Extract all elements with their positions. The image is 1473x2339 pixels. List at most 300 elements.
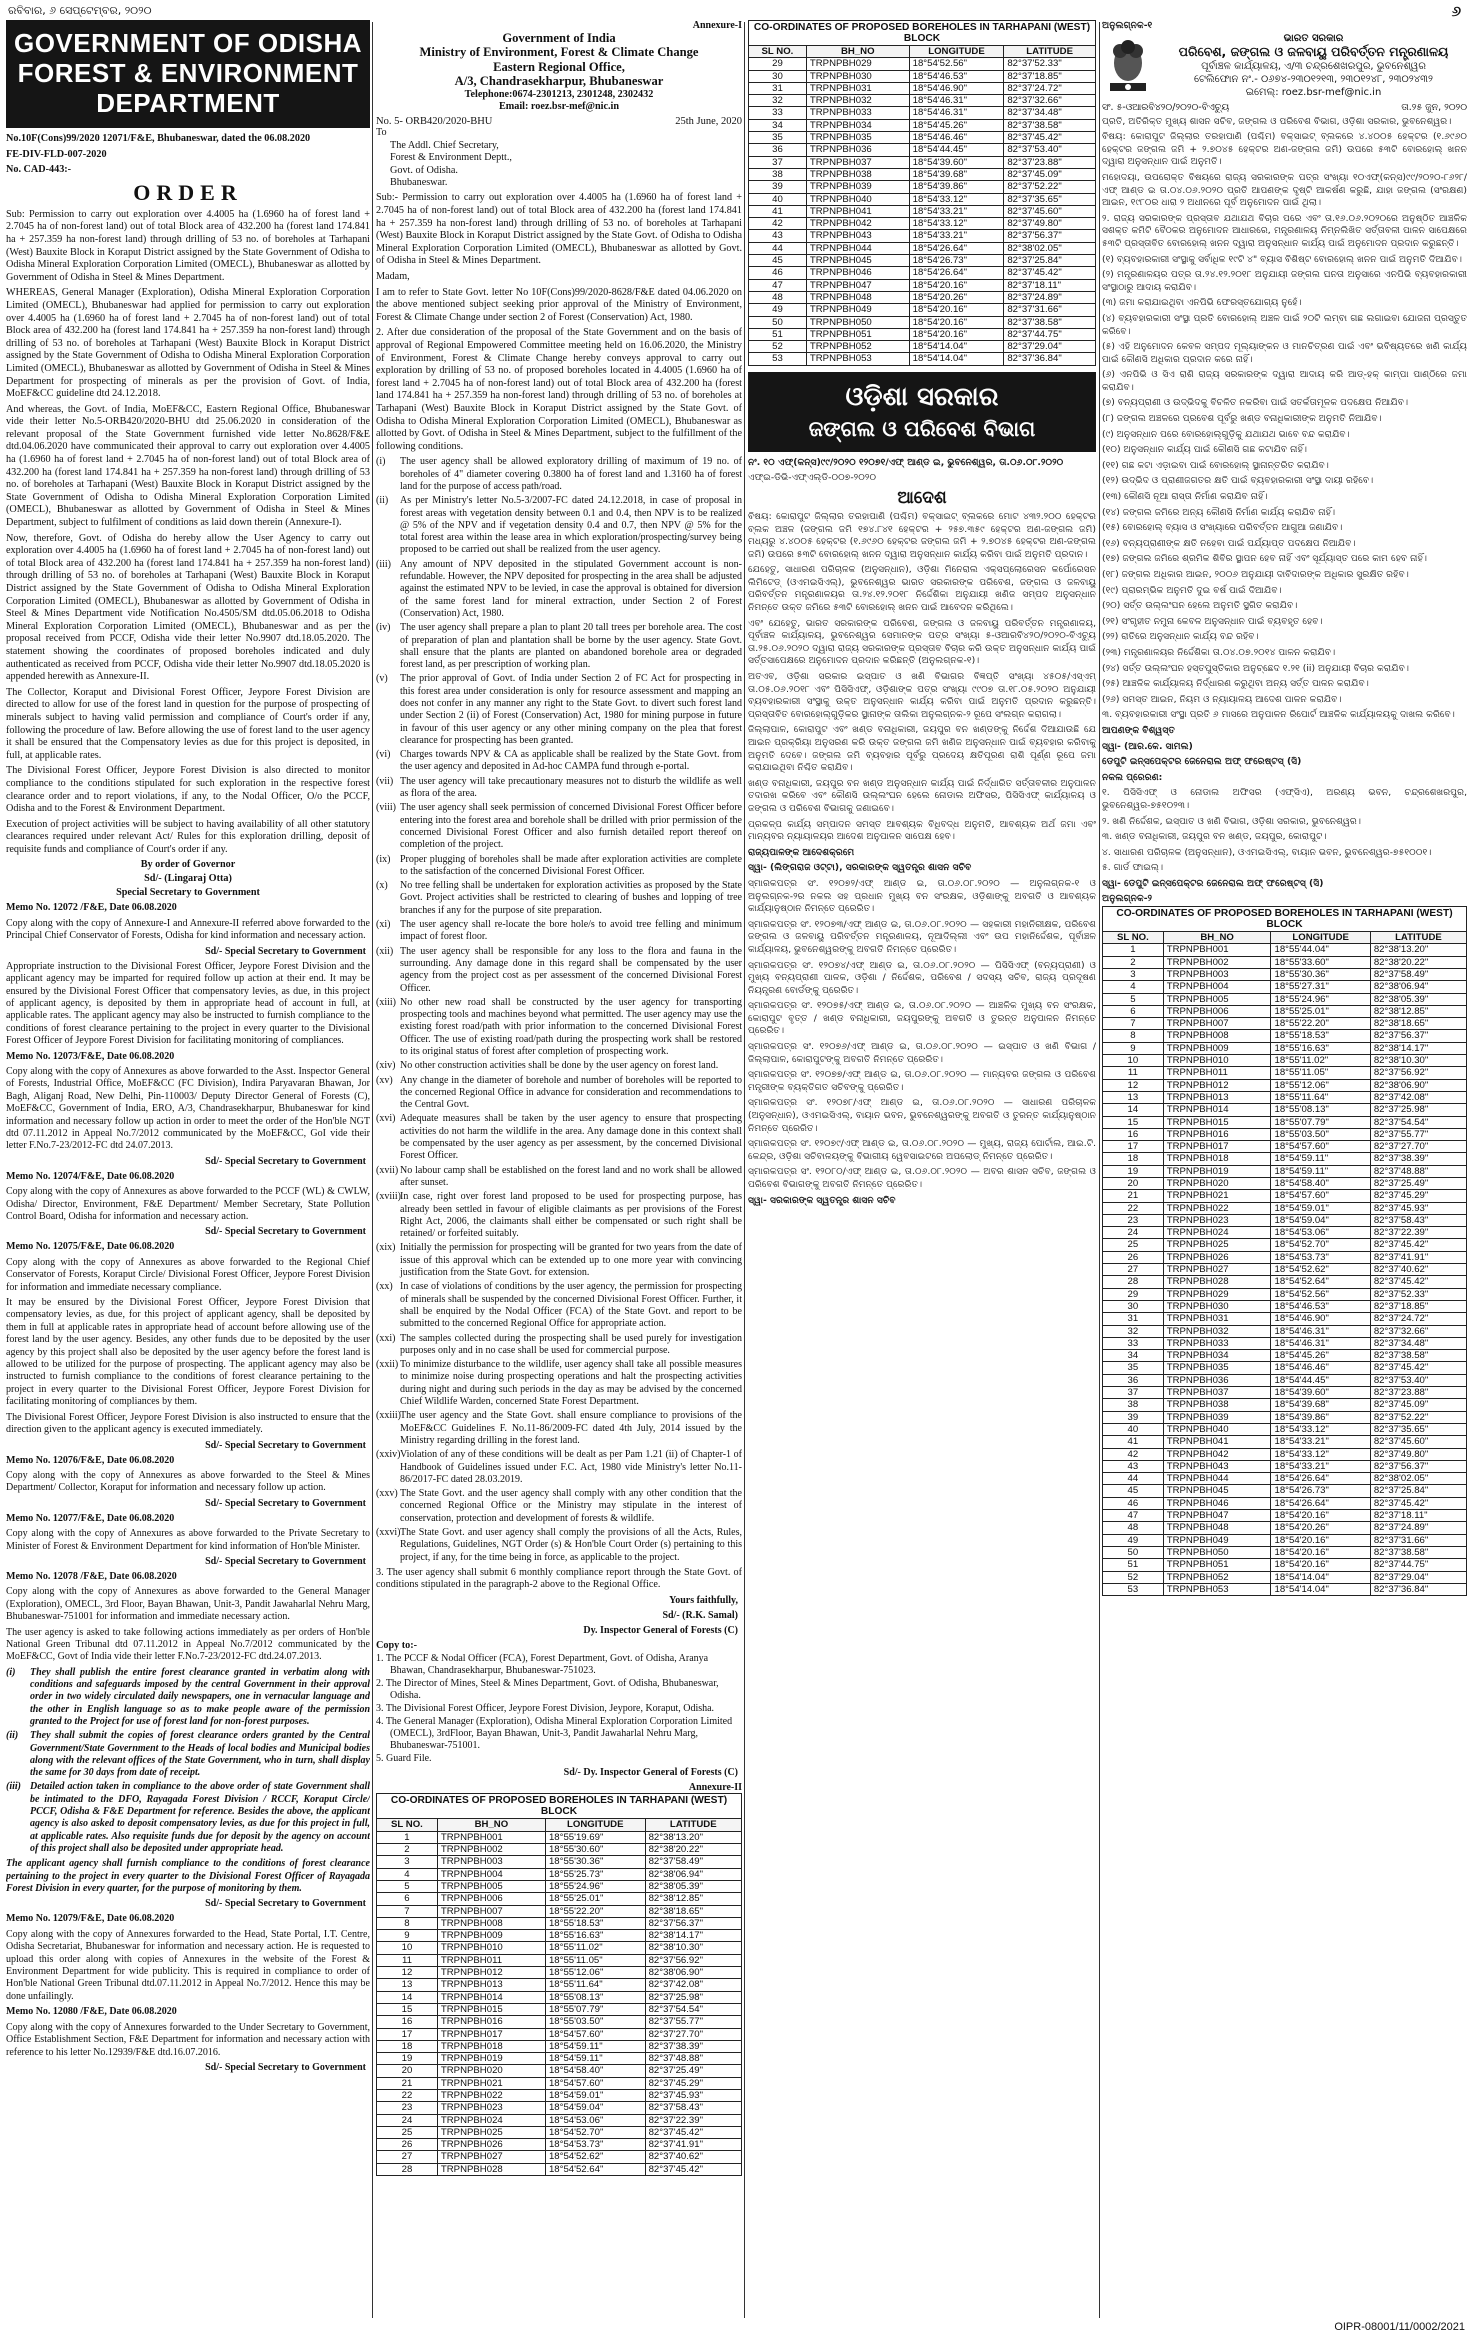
table-cell: 15 xyxy=(377,2003,438,2015)
odia-office-address: ପୂର୍ବାଞ୍ଚଳ କାର୍ଯ୍ୟାଳୟ, ଏ/୩ ଚନ୍ଦ୍ରଶେଖରପୁର, ଭୁବନେଶ୍ୱର xyxy=(1201,60,1426,72)
table-cell: TRPNPBH025 xyxy=(437,2126,545,2138)
table-row xyxy=(749,316,1096,328)
memo-signature: Sd/- Special Secretary to Government xyxy=(205,1155,366,1167)
odia-letter-paragraph: (୧୩) କୌଣସି ନୂଆ ରାସ୍ତା ନିର୍ମାଣ କରାଯିବ ନାହିଁ। xyxy=(1102,491,1268,503)
action-number: (i) xyxy=(6,1666,16,1678)
table-cell: TRPNPBH038 xyxy=(806,168,909,180)
table-row xyxy=(749,144,1096,156)
table-cell: 47 xyxy=(1103,1510,1164,1522)
table-cell: 18°54'26.64" xyxy=(909,242,1004,254)
column-header: LATITUDE xyxy=(1370,932,1466,944)
table-cell: 82°38'06.90" xyxy=(645,1967,741,1979)
table-cell: 82°37'45.60" xyxy=(1004,205,1096,217)
table-cell: 18°54'52.70" xyxy=(1271,1239,1370,1251)
odia-designation: ଡେପୁଟି ଇନ୍ସପେକ୍ଟର ଜେନେରାଲ ଅଫ୍ ଫରେଷ୍ଟସ୍ (ସି) xyxy=(1102,756,1302,768)
odia-letter-paragraph: ୨. ରାଜ୍ୟ ସରକାରଙ୍କ ପ୍ରସ୍ତାବ ଯଥାଯଥ ବିଚାର ପରେ ଏବଂ ତା.୧୬.୦୬.୨୦୨୦ରେ ଅନୁଷ୍ଠିତ ଆଞ୍ଚଳିକ ସଶକ୍ତ କମିଟି ବୈଠକର ଅନୁମୋଦନ ଆଧାରରେ, ମନ୍ତ୍ରଣାଳୟ ନିମ୍ନଲିଖିତ ସର୍ତ୍ତାବଳୀ ପାଳନ ସାପେକ୍ଷରେ ୫୩ଟି ପ୍ରସ୍ତାବିତ ବୋରହୋଲ୍ ଖନନ ଦ୍ୱାରା ଅନୁସନ୍ଧାନ କାର୍ଯ୍ୟ ପାଇଁ ଅନୁମୋଦନ ପ୍ରଦାନ କରୁଛନ୍ତି। xyxy=(1102,212,1467,249)
table-cell: 18°54'26.73" xyxy=(909,255,1004,267)
table-cell: 82°37'45.42" xyxy=(1370,1362,1466,1374)
table-cell: 24 xyxy=(377,2114,438,2126)
order-paragraph: Execution of project activities will be subject to having availability of all other statutory clearances required under relevant Act/ Rules for this exploration drilling, deposit of requisite funds and compliance of Court's order if any. xyxy=(6,818,370,855)
table-cell: TRPNPBH014 xyxy=(1163,1104,1271,1116)
table-cell: 10 xyxy=(377,1942,438,1954)
table-cell: 18°55'24.96" xyxy=(1271,993,1370,1005)
table-cell: 18°54'14.04" xyxy=(909,353,1004,365)
condition-text: No other construction activities shall be done by the user agency on forest land. xyxy=(400,1060,719,1072)
table-row xyxy=(749,156,1096,168)
table-row xyxy=(1103,1473,1467,1485)
table-cell: 1 xyxy=(1103,944,1164,956)
table-cell: TRPNPBH014 xyxy=(437,1991,545,2003)
table-row xyxy=(377,2053,742,2065)
table-cell: TRPNPBH006 xyxy=(1163,1005,1271,1017)
table-cell: 23 xyxy=(377,2102,438,2114)
table-cell: 18°55'07.79" xyxy=(1271,1116,1370,1128)
table-cell: 18°55'25.01" xyxy=(1271,1005,1370,1017)
table-cell: TRPNPBH021 xyxy=(437,2077,545,2089)
odia-letter-paragraph: (୨୩) ମନ୍ତ୍ରଣାଳୟର ନିର୍ଦ୍ଦେଶିକା ତା.୦୪.୦୭.୨୦୧୪ ପାଳନ କରାଯିବ। xyxy=(1102,646,1336,658)
table-cell: 18°55'12.06" xyxy=(1271,1079,1370,1091)
odia-letter-paragraph: ପ୍ରତି, ଅତିରିକ୍ତ ମୁଖ୍ୟ ଶାସନ ସଚିବ, ଜଙ୍ଗଲ ଓ ପରିବେଶ ବିଭାଗ, ଓଡ଼ିଶା ସରକାର, ଭୁବନେଶ୍ୱର। xyxy=(1102,115,1452,127)
table-cell: 18°54'59.11" xyxy=(545,2040,645,2052)
table-cell: 82°37'25.49" xyxy=(1370,1178,1466,1190)
table-cell: TRPNPBH003 xyxy=(1163,968,1271,980)
odia-paragraph: ଏବଂ ଯେହେତୁ, ଭାରତ ସରକାରଙ୍କ ପରିବେଶ, ଜଙ୍ଗଲ ଓ ଜଳବାୟୁ ପରିବର୍ତ୍ତନ ମନ୍ତ୍ରଣାଳୟ, ପୂର୍ବାଞ୍ଚଳ କାର୍ଯ୍ୟାଳୟ, ଭୁବନେଶ୍ୱର ସେମାନଙ୍କ ପତ୍ର ସଂଖ୍ୟା ୫-ଓଆରବି୪୨୦/୨୦୨୦-ବିଏଚ୍ୟୁ ତା.୨୫.୦୬.୨୦୨୦ ଦ୍ୱାରା ରାଜ୍ୟ ସରକାରଙ୍କ ପ୍ରସ୍ତାବ ବିଚାର କରି ଉକ୍ତ ଅନୁସନ୍ଧାନ କାର୍ଯ୍ୟ ପାଇଁ ସର୍ତ୍ତସାପେକ୍ଷରେ ଅନୁମୋଦନ ପ୍ରଦାନ କରିଛନ୍ତି (ଅନୁଲଗ୍ନକ-୧)। xyxy=(748,617,1096,667)
table-cell: 82°37'29.04" xyxy=(1370,1571,1466,1583)
table-cell: TRPNPBH044 xyxy=(806,242,909,254)
odia-letter-paragraph: (୬) ଏନପିଭି ଓ ସିଏ ରାଶି ରାଜ୍ୟ ସରକାରଙ୍କ ଦ୍ୱାରା ଆଦାୟ କରି ଆଡ୍-ହକ୍ କାମ୍ପା ପାଣ୍ଠିରେ ଜମା କରାଯିବ। xyxy=(1102,369,1467,393)
table-cell: TRPNPBH019 xyxy=(437,2053,545,2065)
table-cell: 82°37'54.54" xyxy=(1370,1116,1466,1128)
signatory-name: Sd/- (R.K. Samal) xyxy=(662,1610,738,1622)
table-cell: 82°38'02.05" xyxy=(1370,1473,1466,1485)
table-cell: 18°54'14.04" xyxy=(1271,1583,1370,1595)
table-row xyxy=(1103,944,1467,956)
table-cell: 82°37'45.42" xyxy=(1004,132,1096,144)
odia-cc-item: ୩. ଖଣ୍ଡ ବନାଧିକାରୀ, ଜୟପୁର ବନ ଖଣ୍ଡ, ଜୟପୁର, କୋରାପୁଟ। xyxy=(1102,831,1327,843)
memo-paragraph: Copy along with the copy of Annexures as above forwarded to the Private Secretary to Minister of Forest & Environment Department for kind information of Hon'ble Minister. xyxy=(6,1528,370,1552)
table-cell: 18°55'08.13" xyxy=(545,1991,645,2003)
table-cell: 21 xyxy=(1103,1190,1164,1202)
table-cell: 18°54'52.56" xyxy=(909,58,1004,70)
table-row xyxy=(1103,1522,1467,1534)
table-title: CO-ORDINATES OF PROPOSED BOREHOLES IN TARHAPANI (WEST) BLOCK xyxy=(1102,906,1467,931)
condition-number: (ii) xyxy=(376,495,389,507)
condition-number: (xiv) xyxy=(376,1060,396,1072)
table-row xyxy=(1103,1448,1467,1460)
condition-text: Proper plugging of boreholes shall be made after exploration activities are complete to the satisfaction of the concerned Divisional Forest Officer. xyxy=(400,853,742,877)
table-cell: 40 xyxy=(749,193,807,205)
table-row xyxy=(1103,1251,1467,1263)
table-cell: 82°38'05.39" xyxy=(645,1880,741,1892)
condition-number: (xvii) xyxy=(376,1164,399,1176)
order-title: ORDER xyxy=(133,179,243,205)
odia-letter-paragraph: (୧୭) ଜଙ୍ଗଲ ଜମିରେ ଶ୍ରମିକ ଶିବିର ସ୍ଥାପନ ହେବ ନାହିଁ ଏବଂ ସୂର୍ଯ୍ୟାସ୍ତ ପରେ କାମ ହେବ ନାହିଁ। xyxy=(1102,553,1427,565)
condition-number: (xxvi) xyxy=(376,1526,401,1538)
memo-heading: Memo No. 12076/F&E, Date 06.08.2020 xyxy=(6,1454,175,1466)
table-cell: 82°37'25.84" xyxy=(1004,255,1096,267)
odia-letter-column xyxy=(1102,20,1467,2320)
table-cell: 82°37'56.37" xyxy=(645,1917,741,1929)
table-cell: TRPNPBH032 xyxy=(806,95,909,107)
odia-letter-paragraph: (୧୦) ଅନୁସନ୍ଧାନ କାର୍ଯ୍ୟ ପାଇଁ କୌଣସି ଗଛ କଟାଯିବ ନାହିଁ। xyxy=(1102,444,1307,456)
odia-signature: ସ୍ୱା- (ଲିଙ୍ଗରାଜ ଓଟ୍ଟା), ସରକାରଙ୍କ ସ୍ୱତନ୍ତ୍ର ଶାସନ ସଚିବ xyxy=(748,862,972,874)
table-cell: TRPNPBH007 xyxy=(437,1905,545,1917)
table-cell: 53 xyxy=(749,353,807,365)
table-row xyxy=(1103,1128,1467,1140)
table-cell: 18°54'59.01" xyxy=(1271,1202,1370,1214)
table-cell: 18°54'52.62" xyxy=(545,2151,645,2163)
odia-letter-paragraphs xyxy=(1102,116,1467,722)
condition-number: (xvi) xyxy=(376,1113,396,1125)
table-cell: TRPNPBH040 xyxy=(1163,1423,1271,1435)
memo-heading: Memo No. 12072 /F&E, Date 06.08.2020 xyxy=(6,902,177,914)
table-cell: 82°37'52.22" xyxy=(1370,1411,1466,1423)
column-rule xyxy=(1099,22,1100,2318)
condition-item xyxy=(376,749,742,774)
condition-text: In case, right over forest land proposed to be used for prospecting purpose, has already been settled in favour of eligible claimants as per provisions of the Forest Right Act, 2006, the claimants shall either be compensated or such right shall be retained/ or forfeited suitably. xyxy=(400,1191,742,1240)
copy-to-item: 2. The Director of Mines, Steel & Mines Department, Govt. of Odisha, Bhubaneswar, Odisha. xyxy=(376,1678,719,1702)
table-cell: 33 xyxy=(749,107,807,119)
table-cell: 42 xyxy=(749,218,807,230)
condition-text: No other new road shall be constructed by the user agency for transporting prospecting tools and machines beyond what permitted. The user agency may use the existing forest road/path with prior information to the concerned Divisional Forest Officer. The use of existing road/path during the prospecting work shall be restored to its original status of forest after completion of prospecting work. xyxy=(400,996,742,1057)
table-cell: 14 xyxy=(1103,1104,1164,1116)
table-cell: TRPNPBH047 xyxy=(806,279,909,291)
table-row xyxy=(377,1856,742,1868)
table-cell: 82°37'22.39" xyxy=(645,2114,741,2126)
table-cell: 82°38'06.90" xyxy=(1370,1079,1466,1091)
table-cell: 82°37'58.49" xyxy=(645,1856,741,1868)
table-cell: 24 xyxy=(1103,1227,1164,1239)
table-cell: 82°37'53.40" xyxy=(1004,144,1096,156)
memo-paragraph: Appropriate instruction to the Divisional Forest Officer, Jeypore Forest Division and the applicant agency may be imparted for required follow up action at their end. It may be ensured by the Divisional Forest Officer that compensatory levies, as due, in this project of applicant agency, is deposited by them in appropriate head of account in full, at applicable rates. The applicant agency may also be instructed to furnish compliance to the conditions of forest clearance pertaining to the project in every quarter to the Divisional Forest Officer of Jeypore Forest Division for facilitating monitoring of compliances. xyxy=(6,960,370,1047)
table-row xyxy=(749,267,1096,279)
table-row xyxy=(1103,1067,1467,1079)
odia-ministry: ପରିବେଶ, ଜଙ୍ଗଲ ଓ ଜଳବାୟୁ ପରିବର୍ତ୍ତନ ମନ୍ତ୍ରଣାଳୟ xyxy=(1178,43,1449,59)
table-row xyxy=(377,2163,742,2175)
table-cell: TRPNPBH046 xyxy=(1163,1497,1271,1509)
table-cell: 18°54'52.56" xyxy=(1271,1288,1370,1300)
odia-cc-signature: ସ୍ୱା- ଡେପୁଟି ଇନ୍ସପେକ୍ଟର ଜେନେରାଲ ଅଫ୍ ଫରେଷ୍ଟସ୍ (ସି) xyxy=(1102,877,1324,889)
table-cell: 82°37'18.11" xyxy=(1004,279,1096,291)
memo-paragraph: It may be ensured by the Divisional Forest Officer, Jeypore Forest Division that compensatory levies, as due, for this project of applicant agency, shall be deposited by them in full at applicable rates in appropriate head of account before allowing use of the forest land by the user agency. Besides, any other funds due to be deposited by the user agency by this project shall also be deposited by the user agency before the forest land is allowed to be utilized for the purpose of prospecting. The applicant agency may also be instructed to furnish compliance to the conditions of forest clearance pertaining to the project in every quarter to the Divisional Forest Officer, Jeypore Forest Division for facilitating monitoring of compliances by them. xyxy=(6,1297,370,1408)
table-cell: TRPNPBH045 xyxy=(1163,1485,1271,1497)
condition-text: Initially the permission for prospecting will be granted for two years from the date of issue of this approval which can be extended up to one more year with convincing justification from the State Govt. for extension. xyxy=(400,1242,742,1279)
action-text: They shall publish the entire forest clearance granted in verbatim along with conditions and safeguards imposed by the central Government in their approval order in two widely circulated daily newspapers, one in vernacular language and the other in English language so as to make people aware of the permission granted to the Project for use of forest land for non-forest purposes. xyxy=(30,1666,370,1727)
odia-gov-of-india: ଭାରତ ସରକାର xyxy=(1283,32,1344,44)
table-cell: 82°37'56.37" xyxy=(1370,1030,1466,1042)
table-cell: TRPNPBH020 xyxy=(1163,1178,1271,1190)
table-cell: 18°55'16.63" xyxy=(545,1930,645,1942)
table-cell: 11 xyxy=(377,1954,438,1966)
odia-letter-date: ତା.୨୫ ଜୁନ, ୨୦୨୦ xyxy=(1401,101,1467,113)
table-cell: 18°54'20.16" xyxy=(909,316,1004,328)
table-cell: 82°37'48.88" xyxy=(1370,1165,1466,1177)
table-row xyxy=(377,2077,742,2089)
yours-faithfully: Yours faithfully, xyxy=(669,1595,738,1607)
table-cell: 48 xyxy=(1103,1522,1164,1534)
odia-memo: ସ୍ମାରକପତ୍ର ସଂ. ୧୨୦୮୦/ଏଫ୍ ଆଣ୍ଡ ଇ, ତା.୦୬.୦୮.୨୦୨୦ — ଅବର ଶାସନ ସଚିବ, ଜଙ୍ଗଲ ଓ ପରିବେଶ ବିଭାଗଙ୍କୁ ଅବଗତି ନିମନ୍ତେ ପ୍ରେରିତ। xyxy=(748,1166,1096,1190)
odia-letter-paragraph: (୪) ବ୍ୟବହାରକାରୀ ସଂସ୍ଥା ପ୍ରତି ବୋରହୋଲ୍ ଅଞ୍ଚଳ ପାଇଁ ୨୦ଟି ଲମ୍ବା ଗଛ ଲଗାଇବା ଯୋଜନା ପ୍ରସ୍ତୁତ କରିବେ। xyxy=(1102,312,1467,337)
column-header: LONGITUDE xyxy=(1271,932,1370,944)
condition-text: The user agency shall be responsible for any loss to the flora and fauna in the surrounding. Any damage done in this regard shall be compensated by the user agency from the project cost as per assessment of the concerned Divisional Forest Officer. xyxy=(400,945,742,994)
table-cell: 18°54'59.11" xyxy=(545,2053,645,2065)
table-row xyxy=(1103,1153,1467,1165)
memo-paragraph: Copy along with the copy of Annexures forwarded to the Head, State Portal, I.T. Centre, Odisha Secretariat, Bhubaneswar for information and necessary action. He is requested to upload this order along with copies of Annexures in the website of the Forest & Environment Department for wide publicity. This is required in compliance to order of Hon'ble National Green Tribunal dtd.07.11.2012 in Appeal No.7/2012. Hence this may be done unfailingly. xyxy=(6,1928,370,2002)
table-cell: 82°38'12.85" xyxy=(645,1893,741,1905)
table-cell: 82°37'52.22" xyxy=(1004,181,1096,193)
table-cell: 82°37'18.85" xyxy=(1004,70,1096,82)
table-cell: 18°55'11.64" xyxy=(545,1979,645,1991)
table-cell: TRPNPBH002 xyxy=(1163,956,1271,968)
table-cell: 18°54'46.31" xyxy=(1271,1325,1370,1337)
table-cell: 82°37'36.84" xyxy=(1370,1583,1466,1595)
odia-letter-paragraph: (୧୫) ବୋରହୋଲ୍ ବ୍ୟାସ ଓ ସଂଖ୍ୟାରେ ପରିବର୍ତ୍ତନ ଆଗୁଆ ଜଣାଯିବ। xyxy=(1102,522,1343,534)
condition-item xyxy=(376,802,742,851)
table-cell: 18°54'46.31" xyxy=(1271,1337,1370,1349)
table-cell: 18°54'20.26" xyxy=(1271,1522,1370,1534)
table-cell: 9 xyxy=(377,1930,438,1942)
table-cell: TRPNPBH043 xyxy=(806,230,909,242)
column-header: SL NO. xyxy=(1103,932,1164,944)
odia-memo: ସ୍ମାରକପତ୍ର ସଂ. ୧୨୦୭୬/ଏଫ୍ ଆଣ୍ଡ ଇ, ତା.୦୬.୦୮.୨୦୨୦ — ଇସ୍ପାତ ଓ ଖଣି ବିଭାଗ / ଜିଲ୍ଲାପାଳ, କୋରାପୁଟଙ୍କୁ ଅବଗତି ନିମନ୍ତେ ପ୍ରେରିତ। xyxy=(748,1041,1096,1065)
condition-text: The State Govt. and user agency shall comply the provisions of all the Acts, Rules, Regulations, Guidelines, NGT Order (s) & Hon'ble Court Order (s) pertaining to this project, if any, for the time being in force, as applicable to the project. xyxy=(400,1526,742,1563)
table-cell: 18°55'25.01" xyxy=(545,1893,645,1905)
national-emblem-icon xyxy=(1102,33,1154,99)
table-cell: 18°54'33.21" xyxy=(1271,1436,1370,1448)
odia-cc-item: ୫. ଗାର୍ଡ ଫାଇଲ୍। xyxy=(1102,862,1164,874)
table-row xyxy=(749,82,1096,94)
table-cell: 43 xyxy=(1103,1460,1164,1472)
table-cell: TRPNPBH049 xyxy=(806,304,909,316)
condition-number: (xx) xyxy=(376,1281,393,1293)
table-header-row xyxy=(377,1819,742,1831)
table-cell: TRPNPBH003 xyxy=(437,1856,545,1868)
table-cell: 6 xyxy=(1103,1005,1164,1017)
table-cell: 82°37'45.42" xyxy=(1004,267,1096,279)
condition-item xyxy=(376,1410,742,1447)
table-cell: TRPNPBH052 xyxy=(806,341,909,353)
condition-list xyxy=(376,456,742,1564)
table-cell: 18°54'33.21" xyxy=(909,205,1004,217)
annexure-label: Annexure-II xyxy=(688,1782,742,1794)
table-cell: TRPNPBH025 xyxy=(1163,1239,1271,1251)
memo-heading: Memo No. 12074/F&E, Date 06.08.2020 xyxy=(6,1170,175,1182)
table-cell: 18°54'39.60" xyxy=(1271,1387,1370,1399)
table-cell: TRPNPBH024 xyxy=(437,2114,545,2126)
odia-letter-paragraph: ବିଷୟ: କୋରାପୁଟ ଜିଲ୍ଲାର ତରହାପାଣି (ପଶ୍ଚିମ) ବକ୍ସାଇଟ୍ ବ୍ଲକରେ ୪.୪୦୦୫ ହେକ୍ଟର (୧.୬୯୬୦ ହେକ୍ଟର ଜଙ୍ଗଲ ଜମି + ୨.୭୦୪୫ ହେକ୍ଟର ଅଣ-ଜଙ୍ଗଲ ଜମି) ଉପରେ ୫୩ଟି ବୋରହୋଲ୍ ଖନନ ଦ୍ୱାରା ଅନୁସନ୍ଧାନ ପାଇଁ ଅନୁମତି। xyxy=(1102,131,1467,168)
table-cell: 44 xyxy=(1103,1473,1164,1485)
table-cell: 4 xyxy=(1103,981,1164,993)
table-cell: 18°54'14.04" xyxy=(909,341,1004,353)
table-cell: 32 xyxy=(749,95,807,107)
table-cell: 20 xyxy=(377,2065,438,2077)
memo-heading: Memo No. 12077/F&E, Date 06.08.2020 xyxy=(6,1512,175,1524)
table-cell: 18°55'11.05" xyxy=(1271,1067,1370,1079)
table-cell: 82°38'02.05" xyxy=(1004,242,1096,254)
condition-text: No labour camp shall be established on the forest land and no work shall be allowed after sunset. xyxy=(400,1164,742,1188)
table-cell: 10 xyxy=(1103,1055,1164,1067)
odia-reference: ନଂ. ୧୦ ଏଫ୍(କନ୍ସ)୯୯/୨୦୨୦ ୧୨୦୭୧/ଏଫ୍ ଆଣ୍ଡ ଇ, ଭୁବନେଶ୍ୱର, ତା.୦୬.୦୮.୨୦୨୦ xyxy=(748,456,1064,468)
table-cell: 82°37'45.93" xyxy=(1370,1202,1466,1214)
table-row xyxy=(749,70,1096,82)
odia-letter-paragraph: (୭) ବନ୍ୟପ୍ରାଣୀ ଓ ଉଦ୍ଭିଦକୁ ବିଚଳିତ ନକରିବା ପାଇଁ ସତର୍କତାମୂଳକ ପଦକ୍ଷେପ ନିଆଯିବ। xyxy=(1102,397,1409,409)
table-cell: 82°37'25.84" xyxy=(1370,1485,1466,1497)
table-cell: 82°38'18.65" xyxy=(645,1905,741,1917)
table-row xyxy=(1103,1264,1467,1276)
table-row xyxy=(377,1831,742,1843)
table-cell: 36 xyxy=(749,144,807,156)
table-cell: TRPNPBH029 xyxy=(1163,1288,1271,1300)
odia-cc-item: ୪. ସାଧାରଣ ପରିଚାଳକ (ଅନୁସନ୍ଧାନ), ଓଏମଇସିଏଲ୍, ବାୟାନ ଭବନ, ଭୁବନେଶ୍ୱର-୭୫୧୦୦୧। xyxy=(1102,846,1432,858)
odia-order-title: ଆଦେଶ xyxy=(897,487,947,508)
letter-ref-row xyxy=(376,116,742,127)
table-cell: TRPNPBH023 xyxy=(1163,1214,1271,1226)
table-cell: 6 xyxy=(377,1893,438,1905)
table-cell: 82°37'34.48" xyxy=(1004,107,1096,119)
table-cell: TRPNPBH033 xyxy=(1163,1337,1271,1349)
condition-number: (xv) xyxy=(376,1074,393,1086)
table-cell: 82°37'38.58" xyxy=(1370,1546,1466,1558)
condition-text: Adequate measures shall be taken by the user agency to ensure that prospecting activities do not harm the wildlife in the area. Any damage done in this context shall be compensated by the user agency as per assessment, by the concerned Divisional Forest Officer. xyxy=(400,1113,742,1162)
table-cell: 82°37'49.80" xyxy=(1370,1448,1466,1460)
table-row xyxy=(377,2016,742,2028)
table-cell: 49 xyxy=(1103,1534,1164,1546)
condition-text: The user agency shall seek permission of concerned Divisional Forest Officer before entering into the forest area and borehole shall be drilled with prior permission of the concerned Divisional Forest Officer and also furnish detailed report thereof on completion of the project. xyxy=(400,802,742,851)
table-cell: 82°37'45.29" xyxy=(1370,1190,1466,1202)
table-cell: 82°37'24.72" xyxy=(1370,1313,1466,1325)
condition-number: (xii) xyxy=(376,945,394,957)
odia-banner-line: ଓଡ଼ିଶା ସରକାର xyxy=(845,381,999,412)
table-cell: TRPNPBH022 xyxy=(1163,1202,1271,1214)
odia-memo: ସ୍ମାରକପତ୍ର ସଂ. ୧୨୦୭୯/ଏଫ୍ ଆଣ୍ଡ ଇ, ତା.୦୬.୦୮.୨୦୨୦ — ମୁଖ୍ୟ, ରାଜ୍ୟ ପୋର୍ଟାଲ, ଆଇ.ଟି. କେନ୍ଦ୍ର, ଓଡ଼ିଶା ସଚିବାଳୟଙ୍କୁ ବିଭାଗୀୟ ୱେବସାଇଟରେ ଅପଲୋଡ୍ ନିମନ୍ତେ ପ୍ରେରିତ। xyxy=(748,1138,1096,1162)
table-cell: 5 xyxy=(1103,993,1164,1005)
table-cell: 18°55'25.73" xyxy=(545,1868,645,1880)
table-row xyxy=(1103,1116,1467,1128)
table-cell: 82°37'41.91" xyxy=(645,2139,741,2151)
odia-banner-line: ଜଙ୍ଗଲ ଓ ପରିବେଶ ବିଭାଗ xyxy=(808,416,1036,441)
condition-text: As per Ministry's letter No.5-3/2007-FC dated 24.12.2018, in case of proposal in forest areas with vegetation density between 0.1 and 0.4, then NPV is to be realized @ 5% of the NPV and if vegetation density 0.4 and 0.7, then NPV @ 5% for the total forest area within the lease area in which exploration/prospecting/survey being proposed to be carried out shall be realized from the user agency. xyxy=(400,495,742,556)
condition-item xyxy=(376,854,742,879)
table-cell: 19 xyxy=(377,2053,438,2065)
odia-cc-list xyxy=(1102,787,1467,875)
table-cell: TRPNPBH034 xyxy=(806,119,909,131)
table-cell: TRPNPBH018 xyxy=(1163,1153,1271,1165)
table-row xyxy=(377,2003,742,2015)
table-cell: 39 xyxy=(1103,1411,1164,1423)
table-cell: 82°38'20.22" xyxy=(645,1844,741,1856)
table-cell: 18°54'46.53" xyxy=(909,70,1004,82)
memo-heading: Memo No. 12075/F&E, Date 06.08.2020 xyxy=(6,1241,175,1253)
table-cell: 36 xyxy=(1103,1374,1164,1386)
table-row xyxy=(1103,993,1467,1005)
table-cell: TRPNPBH011 xyxy=(1163,1067,1271,1079)
table-cell: 82°37'58.43" xyxy=(645,2102,741,2114)
table-cell: 18°54'39.68" xyxy=(909,168,1004,180)
table-cell: 18°55'03.50" xyxy=(545,2016,645,2028)
table-row xyxy=(1103,1018,1467,1030)
odia-letter-paragraph: (୨) ମନ୍ତ୍ରଣାଳୟର ପତ୍ର ତା.୨୪.୧୨.୨୦୧୮ ଅନୁଯାୟୀ ଜଙ୍ଗଲ ଘନତା ଅନୁସାରେ ଏନପିଭି ବ୍ୟବହାରକାରୀ ସଂସ୍ଥାଠାରୁ ଆଦାୟ କରାଯିବ। xyxy=(1102,269,1467,293)
gov-heading: Ministry of Environment, Forest & Climate Change xyxy=(419,45,699,60)
borehole-table xyxy=(376,1818,742,2176)
condition-text: The State Govt. and the user agency shall comply with any other condition that the concerned Regional Office or the Ministry may stipulate in the interest of conservation, protection and development of forests & wildlife. xyxy=(400,1488,742,1524)
cad-number: No. CAD-443:- xyxy=(6,164,72,176)
table-row xyxy=(1103,1362,1467,1374)
table-cell: TRPNPBH035 xyxy=(1163,1362,1271,1374)
condition-item xyxy=(376,776,742,801)
table-cell: 17 xyxy=(1103,1141,1164,1153)
table-cell: 32 xyxy=(1103,1325,1164,1337)
table-row xyxy=(1103,1436,1467,1448)
table-cell: TRPNPBH004 xyxy=(1163,981,1271,993)
table-row xyxy=(749,119,1096,131)
table-cell: 41 xyxy=(749,205,807,217)
action-text: Detailed action taken in compliance to the above order of state Government shall be intimated to the DFO, Rayagada Forest Division / RCCF, Koraput Circle/ PCCF, Odisha & F&E Department for reference. Besides the above, the applicant agency is also asked to deposit compensatory levies, as due for this project in full, at applicable rates. Also requisite funds due for deposit by the agency on account of this project shall also be deposited under appropriate head. xyxy=(30,1781,370,1854)
condition-item xyxy=(376,1075,742,1112)
table-row xyxy=(749,242,1096,254)
table-cell: 52 xyxy=(1103,1571,1164,1583)
table-cell: 18°54'52.64" xyxy=(545,2163,645,2175)
table-cell: TRPNPBH009 xyxy=(1163,1042,1271,1054)
table-cell: 41 xyxy=(1103,1436,1164,1448)
department-banner: GOVERNMENT OF ODISHA FOREST & ENVIRONMENT DEPARTMENT xyxy=(6,20,370,128)
table-cell: TRPNPBH048 xyxy=(1163,1522,1271,1534)
condition-number: (v) xyxy=(376,673,388,685)
condition-number: (xxv) xyxy=(376,1488,398,1500)
table-row xyxy=(377,1893,742,1905)
table-cell: TRPNPBH027 xyxy=(1163,1264,1271,1276)
table-cell: 13 xyxy=(377,1979,438,1991)
table-row xyxy=(1103,1214,1467,1226)
telephone: Telephone:0674-2301213, 2301248, 2302432 xyxy=(464,88,654,100)
table-cell: TRPNPBH008 xyxy=(437,1917,545,1929)
table-cell: 82°37'45.93" xyxy=(645,2090,741,2102)
table-row xyxy=(749,205,1096,217)
odia-paragraphs xyxy=(748,511,1096,844)
table-row xyxy=(1103,1399,1467,1411)
condition-number: (x) xyxy=(376,880,388,892)
table-cell: 18°55'16.63" xyxy=(1271,1042,1370,1054)
odia-cc-item: ୨. ଖଣି ନିର୍ଦ୍ଦେଶକ, ଇସ୍ପାତ ଓ ଖଣି ବିଭାଗ, ଓଡ଼ିଶା ସରକାର, ଭୁବନେଶ୍ୱର। xyxy=(1102,815,1361,827)
memo-paragraph: Copy along with the copy of Annexures as above forwarded to the PCCF (WL) & CWLW, Odisha/ Director, Environment, F&E Department/ Member Secretary, State Pollution Control Board, Odisha for information and necessary action. xyxy=(6,1186,370,1222)
table-cell: TRPNPBH005 xyxy=(1163,993,1271,1005)
table-cell: TRPNPBH050 xyxy=(806,316,909,328)
table-cell: 82°37'45.42" xyxy=(1370,1276,1466,1288)
table-cell: TRPNPBH022 xyxy=(437,2090,545,2102)
table-cell: 18 xyxy=(1103,1153,1164,1165)
table-cell: 3 xyxy=(377,1856,438,1868)
table-cell: 18°54'39.68" xyxy=(1271,1399,1370,1411)
action-item xyxy=(6,1781,370,1855)
table-cell: TRPNPBH017 xyxy=(437,2028,545,2040)
order-paragraph: The Divisional Forest Officer, Jeypore Forest Division is also directed to monitor compliance to the conditions stipulated for such exploration in the respective forest clearance order and to report violations, if any, to the Nodal Officer, O/o the PCCF, Odisha and to the Forest & Environment Department. xyxy=(6,765,370,815)
table-row xyxy=(749,132,1096,144)
memo-paragraph: The applicant agency shall furnish compliance to the conditions of forest clearance pertaining to the project in every quarter to the Divisional Forest Officer of Rayagada Forest Division in every quarter, for the purpose of monitoring by them. xyxy=(6,1858,370,1895)
table-cell: 18°54'20.26" xyxy=(909,291,1004,303)
condition-item xyxy=(376,559,742,620)
table-row xyxy=(1103,1460,1467,1472)
table-row xyxy=(377,1954,742,1966)
table-row xyxy=(1103,1559,1467,1571)
odia-ref-row xyxy=(1102,102,1467,113)
table-cell: 2 xyxy=(377,1844,438,1856)
letter-paragraph: I am to refer to State Govt. letter No 10F(Cons)99/2020-8628/F&E dated 04.06.2020 on the above mentioned subject seeking prior approval of the Ministry of Environment, Forest & Climate Change under section 2 of Forest (Conservation) Act, 1980. xyxy=(376,286,742,323)
table-cell: 18°55'18.53" xyxy=(545,1917,645,1929)
table-cell: TRPNPBH040 xyxy=(806,193,909,205)
table-row xyxy=(1103,968,1467,980)
condition-number: (xiii) xyxy=(376,996,396,1008)
column-header: SL NO. xyxy=(749,46,807,58)
table-cell: 50 xyxy=(749,316,807,328)
